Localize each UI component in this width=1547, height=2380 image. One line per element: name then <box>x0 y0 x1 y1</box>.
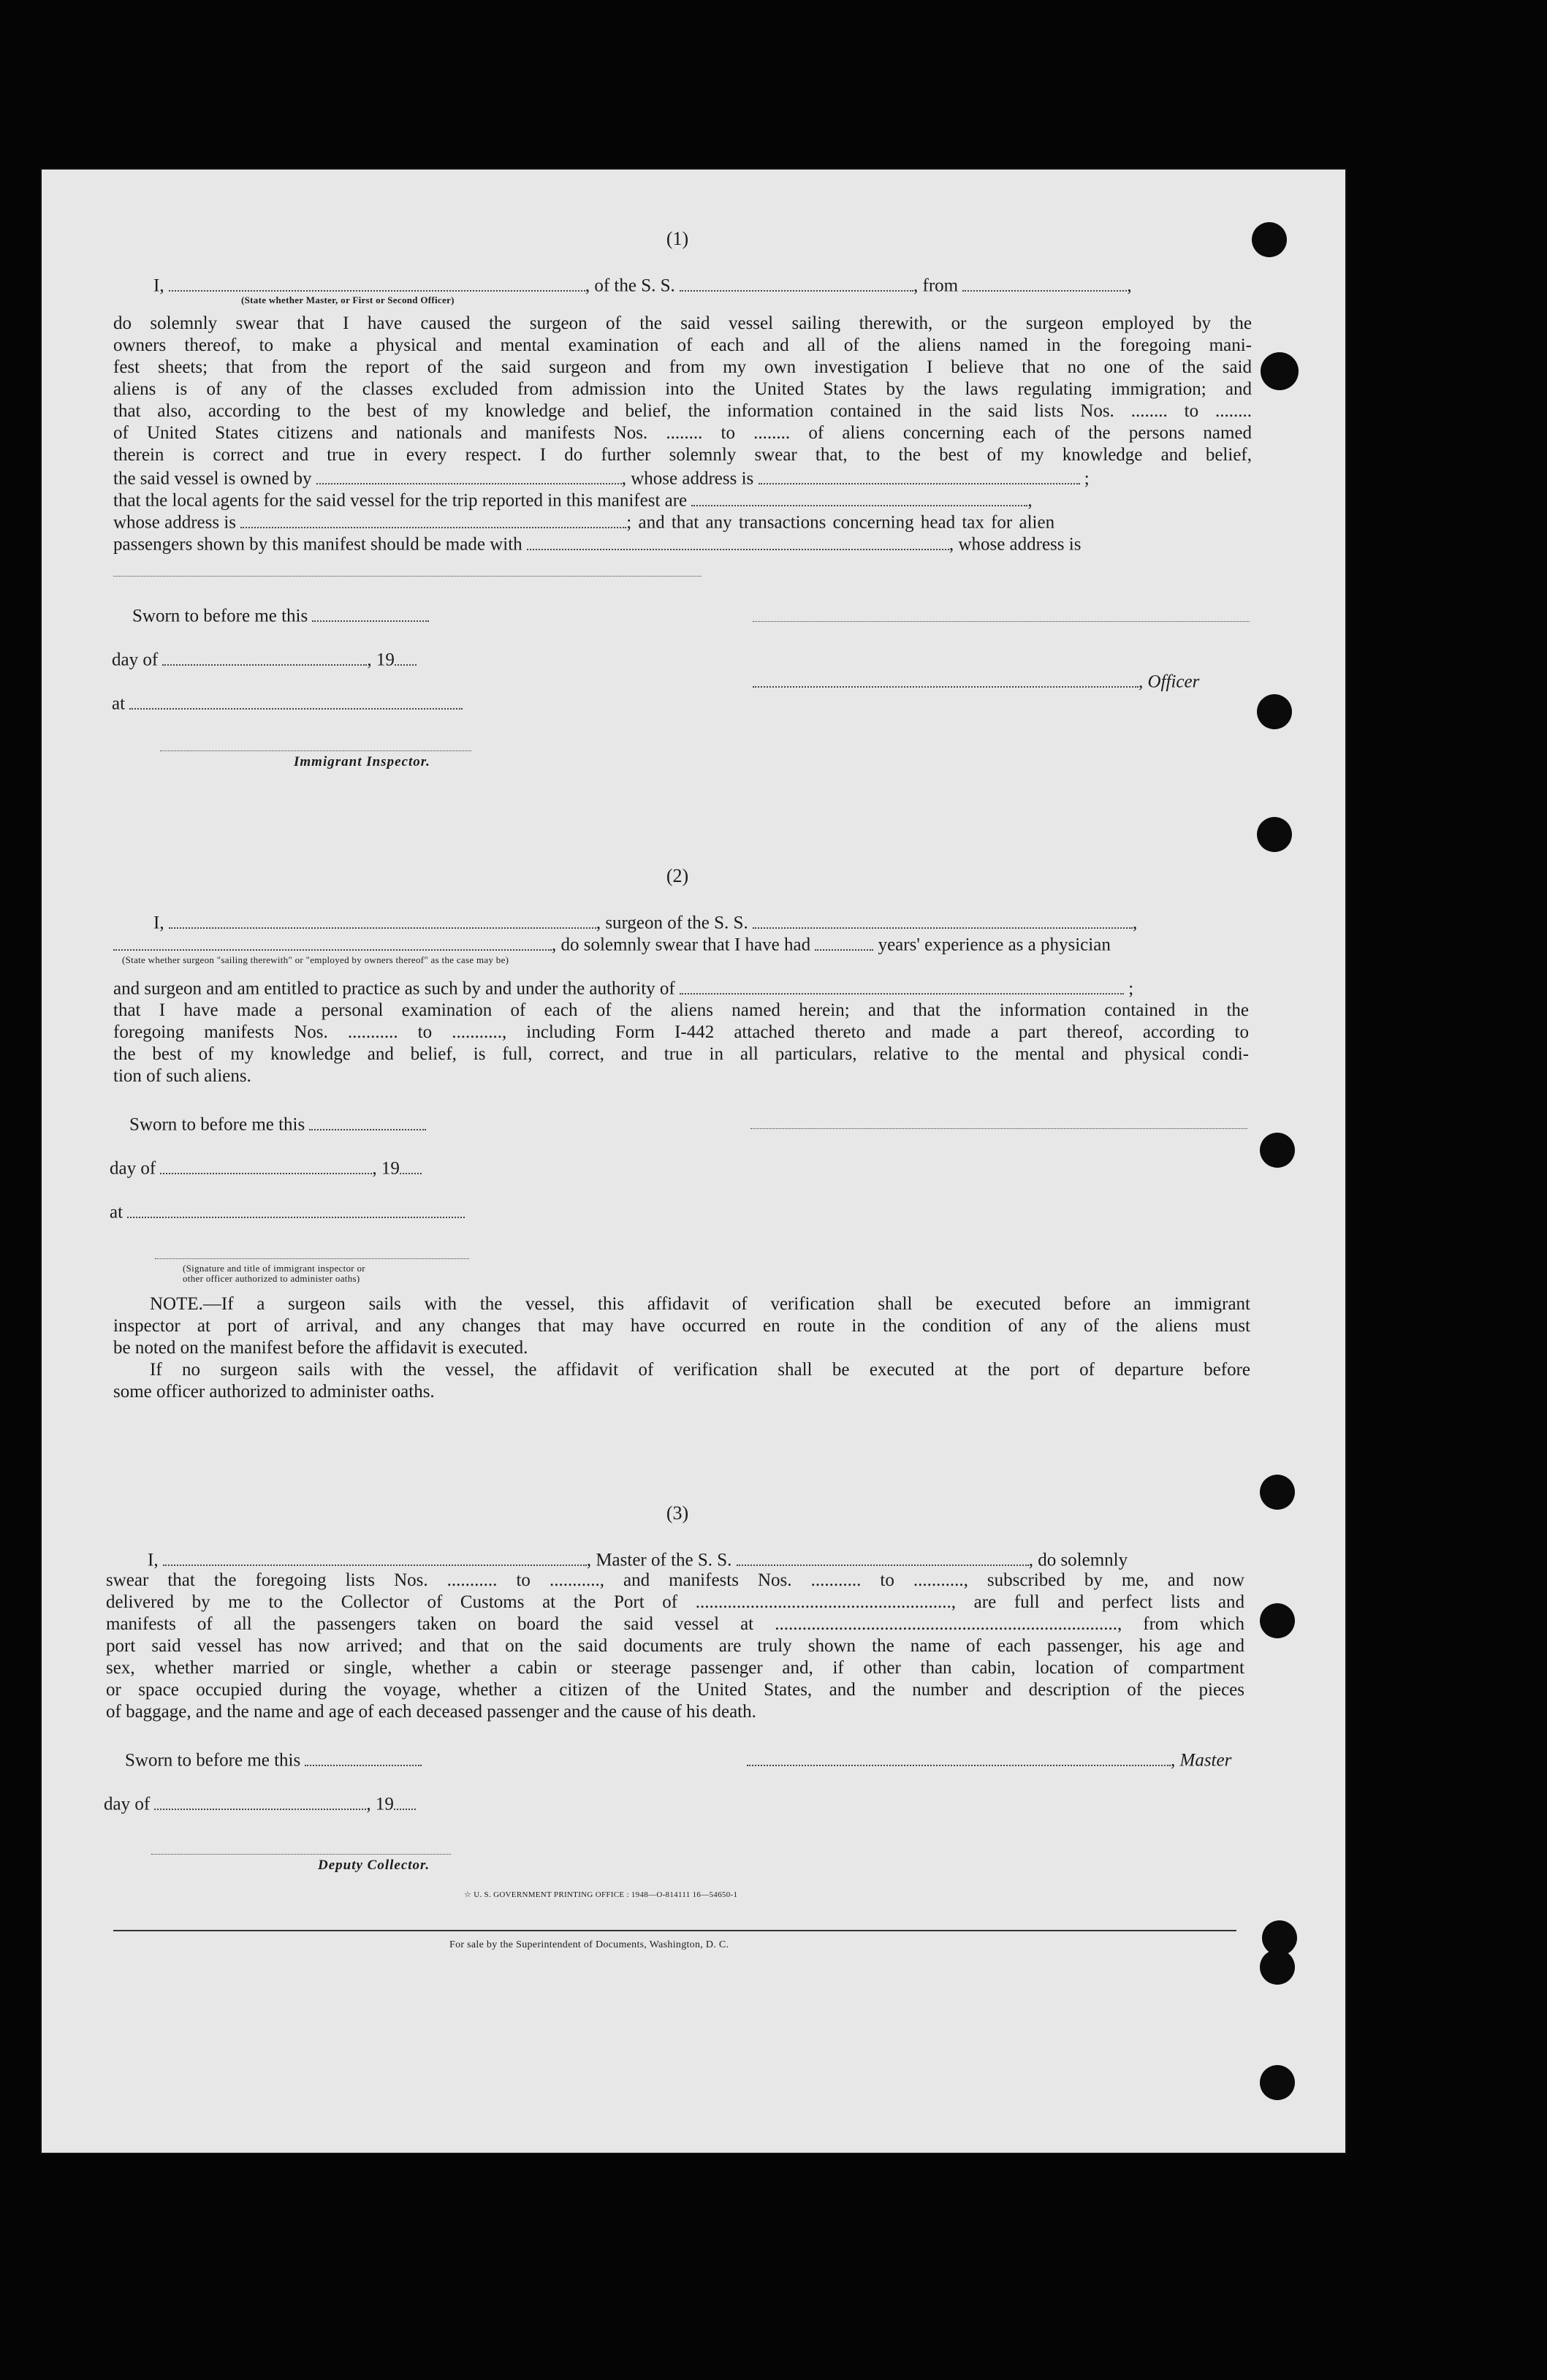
s2-surgeon-name-field[interactable] <box>169 910 596 929</box>
s1-officer-name-field[interactable] <box>753 669 1139 688</box>
s1-vessel-field[interactable] <box>680 273 913 292</box>
s1-contact-address-field[interactable] <box>113 576 702 577</box>
s3-master-line: , Master <box>747 1748 1231 1772</box>
footer-sale-note: For sale by the Superintendent of Documents, Washington, D. C. <box>449 1939 729 1950</box>
section-2-number: (2) <box>666 865 689 886</box>
s1-owned-by-line: the said vessel is owned by , whose address is ; <box>113 466 1090 490</box>
s1-month-field[interactable] <box>162 647 367 666</box>
s1-agents-field[interactable] <box>691 488 1027 506</box>
s2-signature-caption-1: (Signature and title of immigrant inspector or <box>183 1263 365 1274</box>
s1-officer-signature-field[interactable] <box>753 621 1250 622</box>
s3-vessel-field[interactable] <box>737 1548 1029 1566</box>
s2-sworn-date-field[interactable] <box>309 1112 426 1130</box>
s1-line1: I, , of the S. S. , from , <box>153 273 1132 297</box>
form-sheet: (1) I, , of the S. S. , from , (State whether Master, or First or Second Officer) do solemnly swear that I have caused the surgeon of the said vessel sailing therewith, or the surgeon employed by the owners thereof, to make a physical and mental examination of each and all of the aliens named in the foregoing mani- fest sheets; that from the report of the said surgeon and from my own investigation I believe that no one of the said aliens is of any of the classes excluded from admission into the United States by the laws regulating immigration; and that also, according to the best of my knowledge and belief, the information contained in the said lists Nos. ........ to ........ of United States citizens and nationals and manifests Nos. ........ to ........ of aliens concerning each of the persons named therein is correct and true in every respect. I do further solemnly swear that, to the best of my knowledge and belief, the said vessel is owned by , whose address is ; that the local agents for the said vessel for the trip reported in this manifest are , whose address is ; and that any transactions concerning head tax for alien passengers shown by this manifest should be made with , whose address is Sworn to before me this day of , 19 , Officer at Immigrant Inspector. (2) I, , surgeon of the S. S. , , do solemnly swear that I have had years' experience as a physician (State whether surgeon "sailing therewith" or "employed by owners thereof" as the case may be) and surgeon and am entitled to practice as such by and under the authority of ; that I have made a personal examination of each of the aliens named herein; and that the information contained in the foregoing manifests Nos. ........... to ..........., including Form I-442 attached thereto and made a part thereof, according to the best of my knowledge and belief, is full, correct, and true in all particulars, relative to the mental and physical condi- tion of such aliens. Sworn to before me this day of , 19 at (Signature and title of immigrant inspector or other officer authorized to administer oaths) NOTE.—If a surgeon sails with the vessel, this affidavit of verification shall be executed before an immigrant inspector at port of arrival, and any changes that may have occurred en route in the condition of any of the aliens must be noted on the manifest before the affidavit is executed. If no surgeon sails with the vessel, the affidavit of verification shall be executed at the port of departure before some officer authorized to administer oaths. (3) I, , Master of the S. S. , do solemnly swear that the foregoing lists Nos. ........... to ..........., and manifests Nos. ........... to ..........., subscribed by me, and now delivered by me to the Collector of Customs at the Port of ........................................................, are full and perfect lists and manifests of all the passengers taken on board the said vessel at ..........................................................................., from which port said vessel has now arrived; and that on the said documents are truly shown the name of each passenger, his age and sex, whether married or single, whether a cabin or steerage passenger and, if other than cabin, location of compartment or space occupied during the voyage, whether a citizen of the United States, and the number and description of the pieces of baggage, and the name and age of each deceased passenger and the cause of his death. Sworn to before me this , Master day of , 19 Deputy Collector. ☆ U. S. GOVERNMENT PRINTING OFFICE : 1948—O-814111 16—54650-1 For sale by the Superintendent of Documents, Washington, D. C. <box>42 170 1345 2153</box>
s1-inspector-caption: Immigrant Inspector. <box>294 754 430 769</box>
s2-month-field[interactable] <box>160 1156 372 1174</box>
s2-sworn: Sworn to before me this <box>129 1112 426 1136</box>
punch-hole <box>1257 694 1292 729</box>
s1-officer-line: , Officer <box>753 669 1199 693</box>
s1-rank-hint: (State whether Master, or First or Second Officer) <box>241 294 455 305</box>
footer-rule <box>113 1930 1236 1931</box>
s1-rank-field[interactable] <box>169 273 585 292</box>
s3-day-of: day of , 19 <box>104 1792 416 1816</box>
s2-year-field[interactable] <box>400 1156 422 1174</box>
s1-whose-address-line: whose address is ; and that any transactions concerning head tax for alien <box>113 510 1054 534</box>
punch-hole <box>1257 817 1292 852</box>
s2-authority-field[interactable] <box>680 976 1124 995</box>
s2-at: at <box>110 1200 465 1224</box>
s1-at-field[interactable] <box>129 691 463 710</box>
punch-hole <box>1260 1603 1295 1638</box>
s2-signature-caption-2: other officer authorized to administer oaths) <box>183 1273 360 1284</box>
s1-inspector-signature-field[interactable] <box>160 750 471 751</box>
s2-line2: , do solemnly swear that I have had years' experience as a physician <box>113 932 1111 957</box>
s3-line1: I, , Master of the S. S. , do solemnly <box>148 1548 1128 1572</box>
s1-day-of: day of , 19 <box>112 647 417 672</box>
punch-hole <box>1252 222 1287 257</box>
s2-vessel-field[interactable] <box>753 910 1133 929</box>
s1-owner-field[interactable] <box>316 466 622 484</box>
s3-month-field[interactable] <box>154 1792 366 1810</box>
s1-sworn-date-field[interactable] <box>312 604 429 622</box>
s3-deputy-caption: Deputy Collector. <box>318 1858 430 1873</box>
s1-sworn: Sworn to before me this <box>132 604 429 628</box>
s3-master-name-field[interactable] <box>163 1548 587 1566</box>
s2-line1: I, , surgeon of the S. S. , <box>153 910 1137 935</box>
s1-made-with-line: passengers shown by this manifest should be made with , whose address is <box>113 532 1081 556</box>
s3-year-field[interactable] <box>394 1792 416 1810</box>
s1-agents-line: that the local agents for the said vessel for the trip reported in this manifest are , <box>113 488 1033 512</box>
s2-authority-line: and surgeon and am entitled to practice as such by and under the authority of ; <box>113 976 1133 1000</box>
s2-capacity-field[interactable] <box>113 932 552 951</box>
s2-inspector-signature-field[interactable] <box>155 1258 469 1259</box>
s1-head-tax-contact-field[interactable] <box>527 532 949 550</box>
punch-hole <box>1260 1133 1295 1168</box>
s2-surgeon-signature-field[interactable] <box>750 1128 1247 1129</box>
s3-sworn-date-field[interactable] <box>305 1748 422 1766</box>
s1-from-field[interactable] <box>962 273 1127 292</box>
punch-hole <box>1261 352 1299 390</box>
punch-hole <box>1260 1950 1295 1985</box>
section-1-number: (1) <box>666 228 689 249</box>
section-3-number: (3) <box>666 1502 689 1524</box>
s1-agents-address-field[interactable] <box>240 510 626 528</box>
s2-capacity-hint: (State whether surgeon "sailing therewith" or "employed by owners thereof" as the case may be) <box>122 954 509 965</box>
s1-at: at <box>112 691 463 715</box>
s2-at-field[interactable] <box>127 1200 465 1218</box>
s1-year-field[interactable] <box>395 647 417 666</box>
s1-owner-address-field[interactable] <box>759 466 1080 484</box>
punch-hole <box>1260 2065 1295 2100</box>
gpo-imprint: ☆ U. S. GOVERNMENT PRINTING OFFICE : 1948—O-814111 16—54650-1 <box>464 1890 738 1899</box>
punch-hole <box>1260 1475 1295 1510</box>
s2-years-field[interactable] <box>815 932 873 951</box>
s3-sworn: Sworn to before me this <box>125 1748 422 1772</box>
s3-collector-signature-field[interactable] <box>151 1854 451 1855</box>
s2-day-of: day of , 19 <box>110 1156 422 1180</box>
s3-master-signature-field[interactable] <box>747 1748 1171 1766</box>
